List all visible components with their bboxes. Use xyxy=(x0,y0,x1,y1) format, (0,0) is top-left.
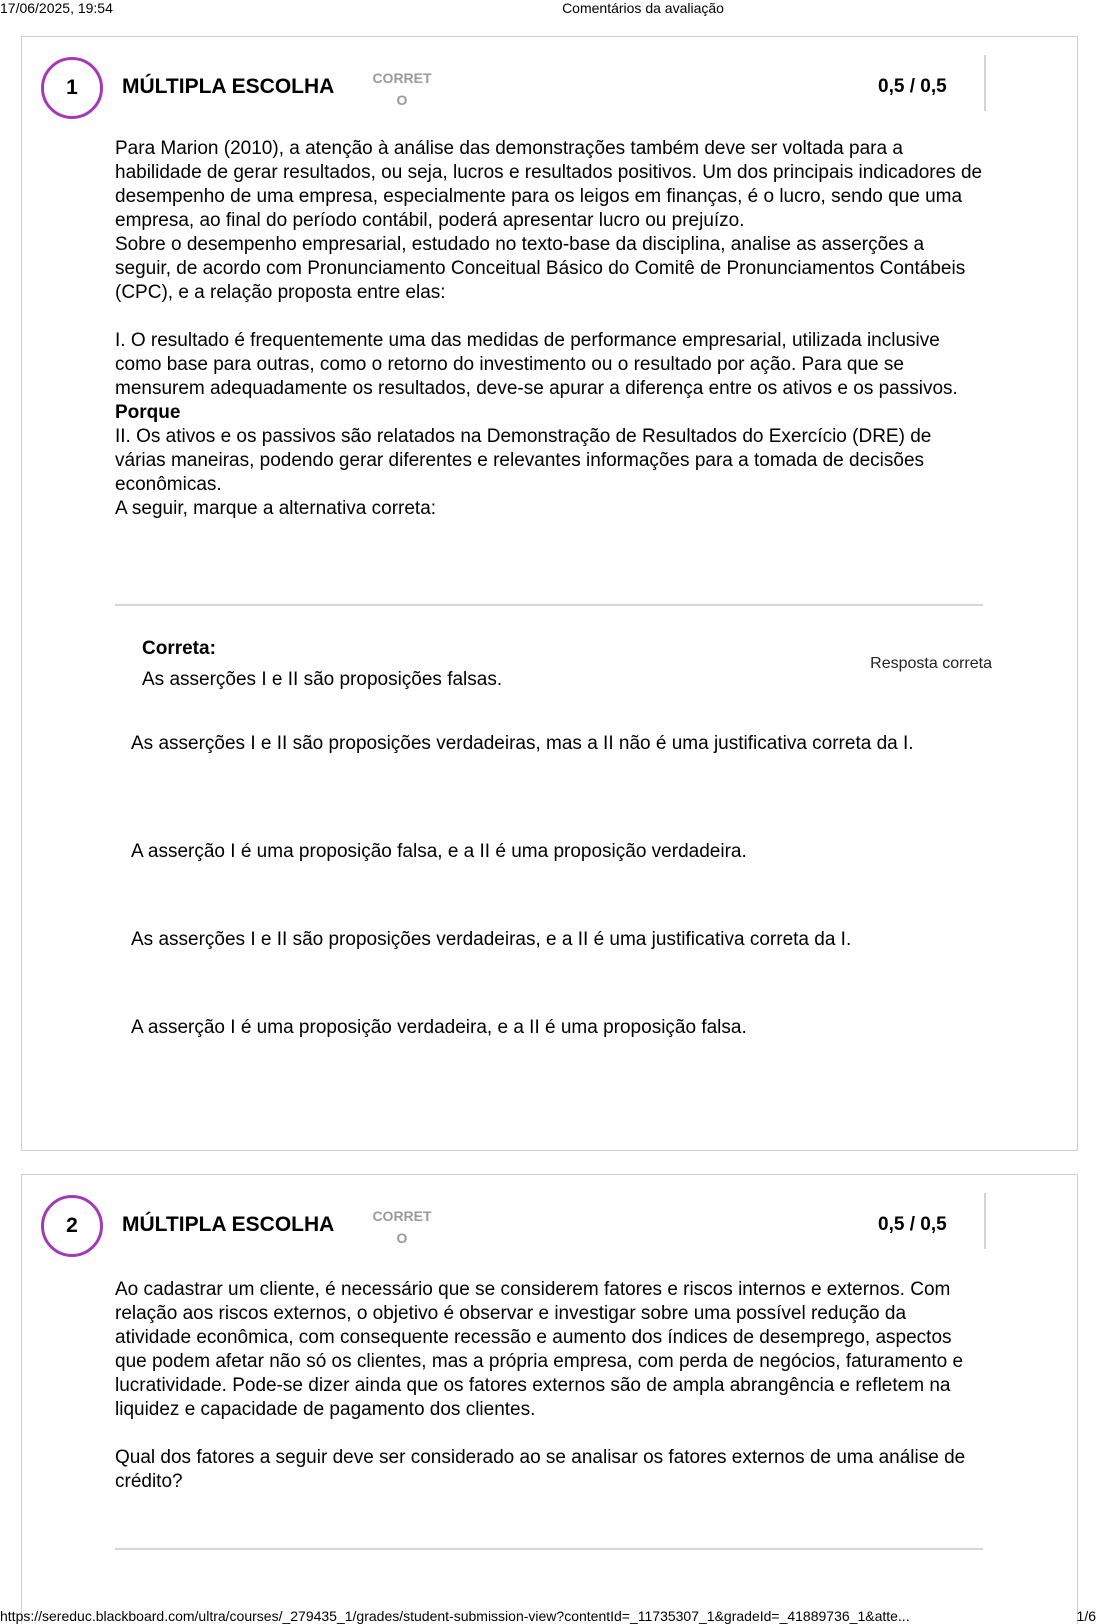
question-prompt: A seguir, marque a alternativa correta: xyxy=(115,498,437,519)
question-prompt: Qual dos fatores a seguir deve ser considerado ao se analisar os fatores externos de uma análise de crédito? xyxy=(115,1447,966,1492)
question-body xyxy=(115,1278,985,1494)
question-card-2 xyxy=(21,1174,1078,1624)
question-card-1 xyxy=(21,36,1078,1151)
question-number-badge: 1 xyxy=(41,57,103,119)
print-footer xyxy=(0,1608,1096,1624)
question-header xyxy=(22,37,1077,137)
status-badge xyxy=(367,1205,437,1249)
assertion-connector: Porque xyxy=(115,402,181,423)
print-title: Comentários da avaliação xyxy=(562,0,724,16)
question-paragraph: Para Marion (2010), a atenção à análise das demonstrações também deve ser voltada para a habilidade de gerar resultados, ou seja, lucros e resultados positivos. Um dos principais indicadores de desempenho de uma empresa, especialmente para os leigos em finanças, é o lucro, sendo que uma empresa, ao final do período contábil, poderá apresentar lucro ou prejuízo. xyxy=(115,138,983,231)
question-score: 0,5 / 0,5 xyxy=(878,76,947,97)
print-date: 17/06/2025, 19:54 xyxy=(0,0,113,16)
correct-answer-text: As asserções I e II são proposições falsas. xyxy=(142,669,503,690)
status-line-2: O xyxy=(396,92,408,108)
answer-option: A asserção I é uma proposição falsa, e a II é uma proposição verdadeira. xyxy=(131,841,747,862)
print-url: https://sereduc.blackboard.com/ultra/courses/_279435_1/grades/student-submission-view?contentId=_11735307_1&gradeId=_41889736_1&atte... xyxy=(0,1608,910,1624)
question-body xyxy=(115,137,985,521)
question-type: MÚLTIPLA ESCOLHA xyxy=(122,75,335,98)
assertion-2: II. Os ativos e os passivos são relatados na Demonstração de Resultados do Exercício (DRE) de várias maneiras, podendo gerar diferentes e relevantes informações para a tomada de decisões econômicas. xyxy=(115,426,932,495)
section-divider xyxy=(115,604,983,606)
correct-label: Correta: xyxy=(142,638,216,659)
question-number-badge: 2 xyxy=(41,1195,103,1257)
answer-option: As asserções I e II são proposições verdadeiras, mas a II não é uma justificativa correta da I. xyxy=(131,733,914,754)
correct-answer-tag: Resposta correta xyxy=(870,655,992,672)
header-divider xyxy=(984,1193,986,1249)
question-paragraph: Sobre o desempenho empresarial, estudado no texto-base da disciplina, analise as asserções a seguir, de acordo com Pronunciamento Conceitual Básico do Comitê de Pronunciamentos Contábeis (CPC), e a relação proposta entre elas: xyxy=(115,234,966,303)
assertion-1: I. O resultado é frequentemente uma das medidas de performance empresarial, utilizada inclusive como base para outras, como o retorno do investimento ou o resultado por ação. Para que se mensurem adequadamente os resultados, deve-se apurar a diferença entre os ativos e os passivos. xyxy=(115,330,958,399)
status-badge xyxy=(367,67,437,111)
question-paragraph: Ao cadastrar um cliente, é necessário que se considerem fatores e riscos internos e externos. Com relação aos riscos externos, o objetivo é observar e investigar sobre uma possível redução da atividade econômica, com consequente recessão e aumento dos índices de desemprego, aspectos que podem afetar não só os clientes, mas a própria empresa, com perda de negócios, faturamento e lucratividade. Pode-se dizer ainda que os fatores externos são de ampla abrangência e refletem na liquidez e capacidade de pagamento dos clientes. xyxy=(115,1279,964,1420)
print-page-number: 1/6 xyxy=(1076,1608,1096,1624)
status-line-1: CORRET xyxy=(372,1208,432,1224)
section-divider xyxy=(115,1548,983,1550)
question-header xyxy=(22,1175,1077,1275)
status-line-1: CORRET xyxy=(372,70,432,86)
print-header xyxy=(0,0,1096,18)
header-divider xyxy=(984,55,986,111)
question-score: 0,5 / 0,5 xyxy=(878,1214,947,1235)
answer-option: A asserção I é uma proposição verdadeira, e a II é uma proposição falsa. xyxy=(131,1017,747,1038)
answer-option: As asserções I e II são proposições verdadeiras, e a II é uma justificativa correta da I. xyxy=(131,929,852,950)
correct-answer xyxy=(142,637,992,692)
question-type: MÚLTIPLA ESCOLHA xyxy=(122,1213,335,1236)
status-line-2: O xyxy=(396,1230,408,1246)
